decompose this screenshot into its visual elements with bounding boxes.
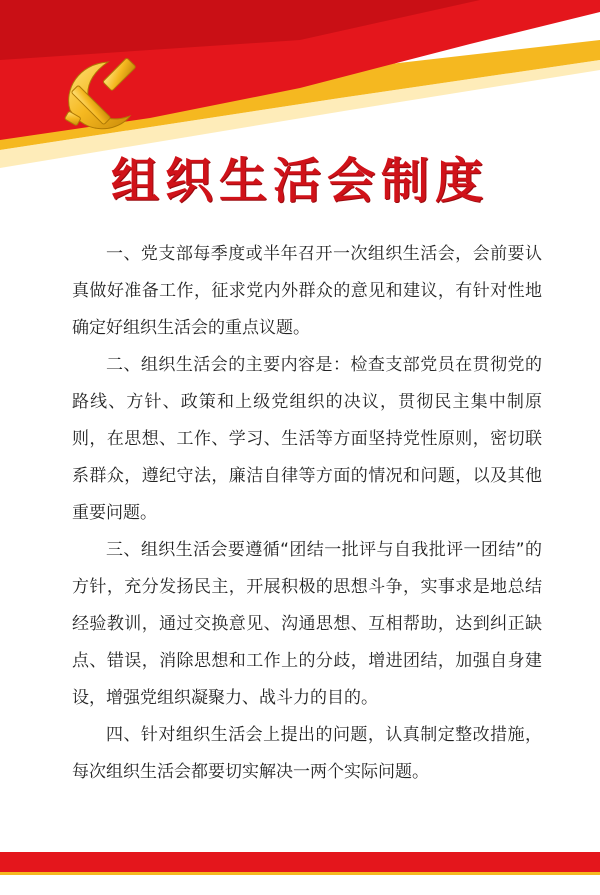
paragraph: 三、组织生活会要遵循“团结一批评与自我批评一团结”的方针，充分发扬民主，开展积极的思想斗争，实事求是地总结经验教训，通过交换意见、沟通思想、互相帮助，达到纠正缺点、错误，消除思想和工作上的分歧，增进团结，加强自身建设，增强党组织凝聚力、战斗力的目的。 (72, 540, 542, 708)
party-emblem-icon (56, 52, 156, 142)
paragraph: 一、党支部每季度或半年召开一次组织生活会，会前要认真做好准备工作，征求党内外群众的意见和建议，有针对性地确定好组织生活会的重点议题。 (72, 244, 542, 338)
footer-accent-line (0, 872, 600, 875)
regulation-body (72, 236, 542, 791)
paragraph: 二、组织生活会的主要内容是：检查支部党员在贯彻党的路线、方针、政策和上级党组织的决议，贯彻民主集中制原则，在思想、工作、学习、生活等方面坚持党性原则，密切联系群众，遵纪守法，廉洁自律等方面的情况和问题，以及其他重要问题。 (72, 355, 542, 523)
page-title: 组织生活会制度 (110, 153, 489, 209)
paragraph: 四、针对组织生活会上提出的问题，认真制定整改措施，每次组织生活会都要切实解决一两个实际问题。 (72, 725, 542, 782)
footer-bar (0, 852, 600, 872)
